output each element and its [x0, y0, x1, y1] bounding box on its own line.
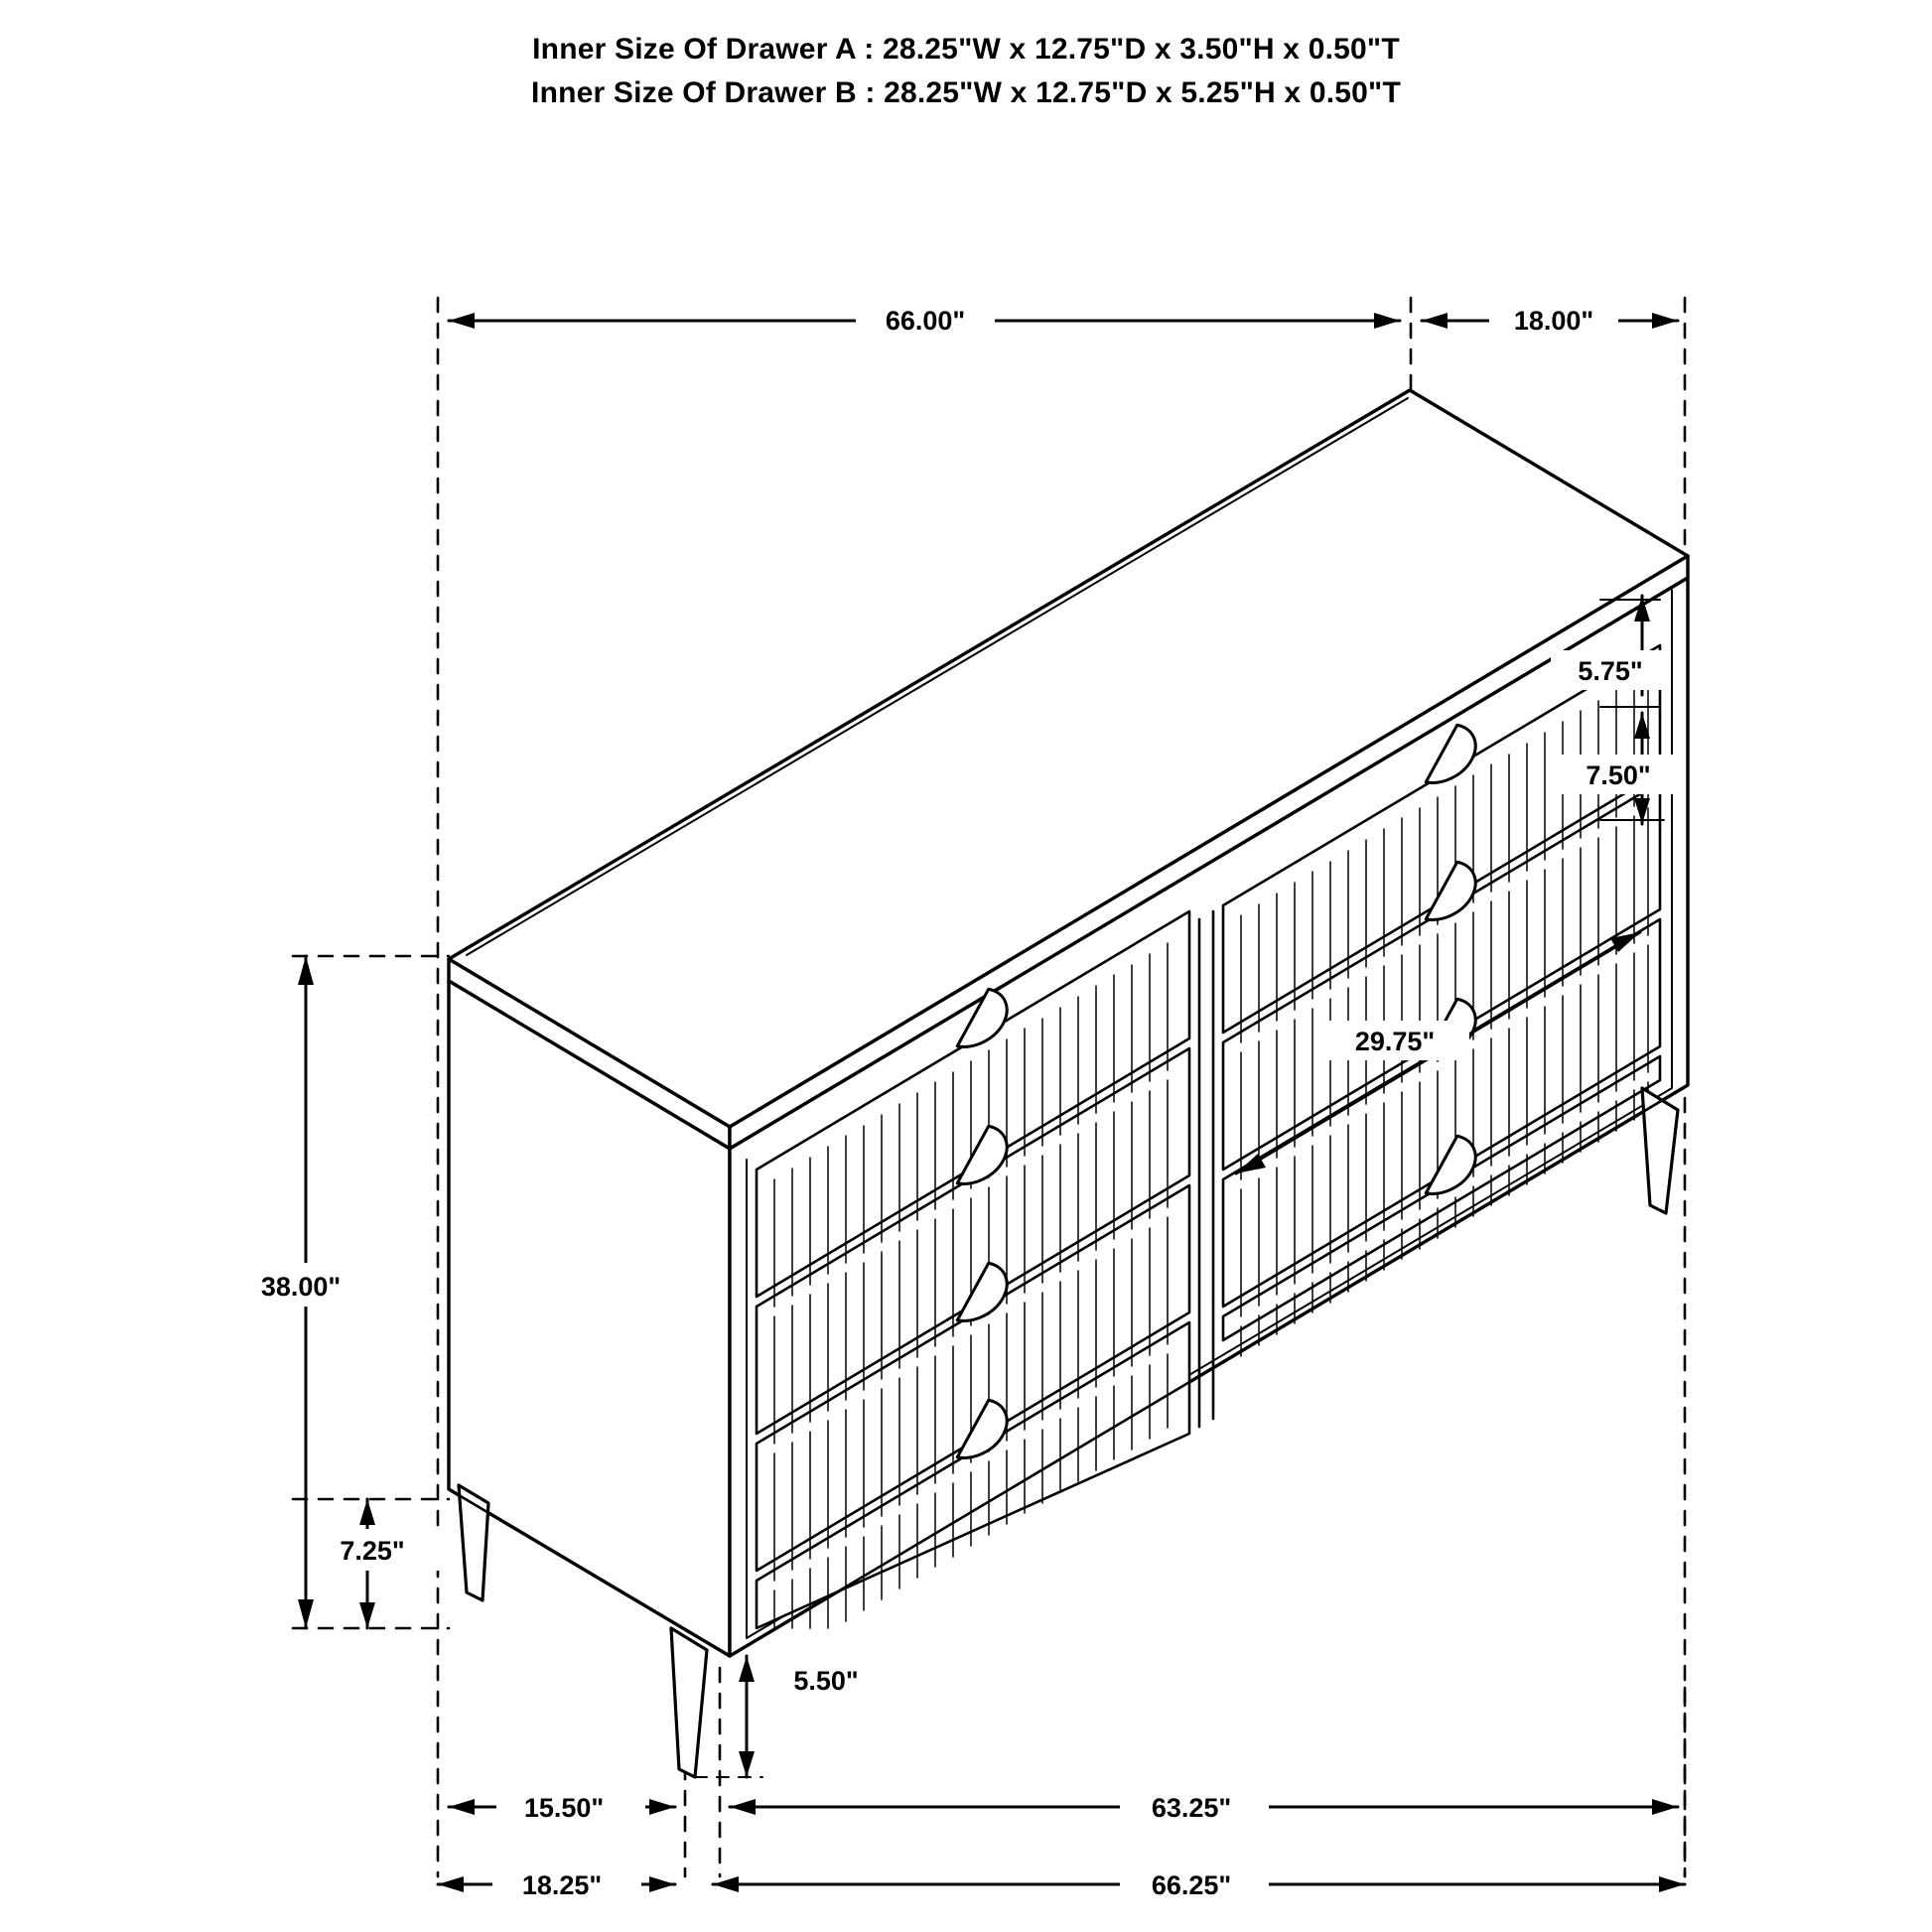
- label-base-left: 18.25": [521, 1870, 603, 1900]
- label-leg-height: 7.25": [340, 1536, 405, 1566]
- label-top-depth: 18.00": [1513, 306, 1594, 336]
- label-overall-height: 38.00": [260, 1272, 342, 1302]
- label-top-width: 66.00": [885, 306, 966, 336]
- label-drawer-top-height: 5.75": [1578, 656, 1643, 686]
- label-base-total: 66.25": [1151, 1870, 1232, 1900]
- note-line-drawer-b: Inner Size Of Drawer B : 28.25"W x 12.75"D x 5.25"H x 0.50"T: [531, 76, 1401, 109]
- note-line-drawer-a: Inner Size Of Drawer A : 28.25"W x 12.75"D x 3.50"H x 0.50"T: [532, 33, 1400, 66]
- label-side-offset: 15.50": [523, 1793, 605, 1823]
- label-leg-lower: 5.50": [793, 1666, 859, 1696]
- label-front-width: 63.25": [1151, 1793, 1232, 1823]
- label-drawer-second-height: 7.50": [1586, 760, 1651, 790]
- label-drawer-front-width: 29.75": [1354, 1027, 1436, 1056]
